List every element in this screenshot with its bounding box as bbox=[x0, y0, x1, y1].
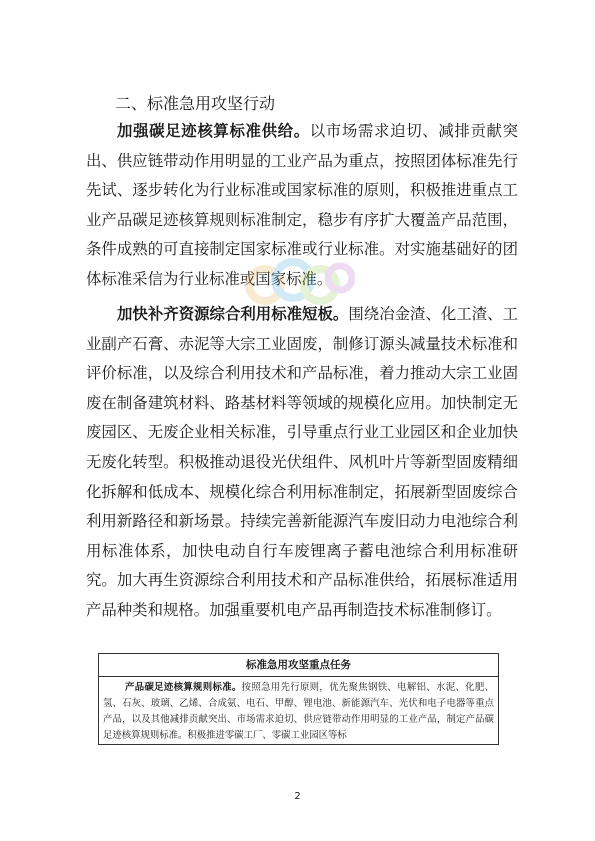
paragraph-text: 以市场需求迫切、减排贡献突出、供应链带动作用明显的工业产品为重点，按照团体标准先行先试、逐步转化为行业标准或国家标准的原则，积极推进重点工业产品碳足迹核算规则标准制定，稳步有序扩大覆盖产品范围，条件成熟的可直接制定国家标准或行业标准。对实施基础好的团体标准采信为行业标准或国家标准。 bbox=[86, 122, 518, 288]
section-heading: 二、标准急用攻坚行动 bbox=[115, 94, 276, 113]
box-text: 按照急用先行原则，优先聚焦钢铁、电解铝、水泥、化肥、氢、石灰、玻璃、乙烯、合成氨、电石、甲醇、锂电池、新能源汽车、光伏和电子电器等重点产品，以及其他减排贡献突出、市场需求迫切、供应链带动作用明显的工业产品，制定产品碳足迹核算规则标准。积极推进零碳工厂、零碳工业园区等标 bbox=[103, 682, 494, 741]
box-lead: 产品碳足迹核算规则标准。 bbox=[125, 682, 242, 693]
watermark-logo bbox=[245, 240, 355, 320]
paragraph-text: 围绕冶金渣、化工渣、工业副产石膏、赤泥等大宗工业固废，制修订源头减量技术标准和评价标准，以及综合利用技术和产品标准，着力推动大宗工业固废在制备建筑材料、路基材料等领域的规模化应用。加快制定无废园区、无废企业相关标准，引导重点行业工业园区和企业加快无废化转型。积极推动退役光伏组件、风机叶片等新型固废精细化拆解和低成本、规模化综合利用标准制定，拓展新型固废综合利用新路径和新场景。持续完善新能源汽车废旧动力电池综合利用标准体系，加快电动自行车废锂离子蓄电池综合利用标准研究。加大再生资源综合利用技术和产品标准供给，拓展标准适用产品种类和规格。加强重要机电产品再制造技术标准制修订。 bbox=[86, 305, 518, 619]
paragraph-resource-utilization bbox=[86, 300, 518, 626]
paragraph-lead: 加快补齐资源综合利用标准短板。 bbox=[117, 305, 349, 323]
box-title: 标准急用攻坚重点任务 bbox=[99, 654, 498, 677]
key-tasks-box bbox=[98, 653, 499, 745]
paragraph-lead: 加强碳足迹核算标准供给。 bbox=[117, 122, 310, 140]
page-number: 2 bbox=[294, 791, 301, 802]
box-body bbox=[99, 677, 498, 744]
